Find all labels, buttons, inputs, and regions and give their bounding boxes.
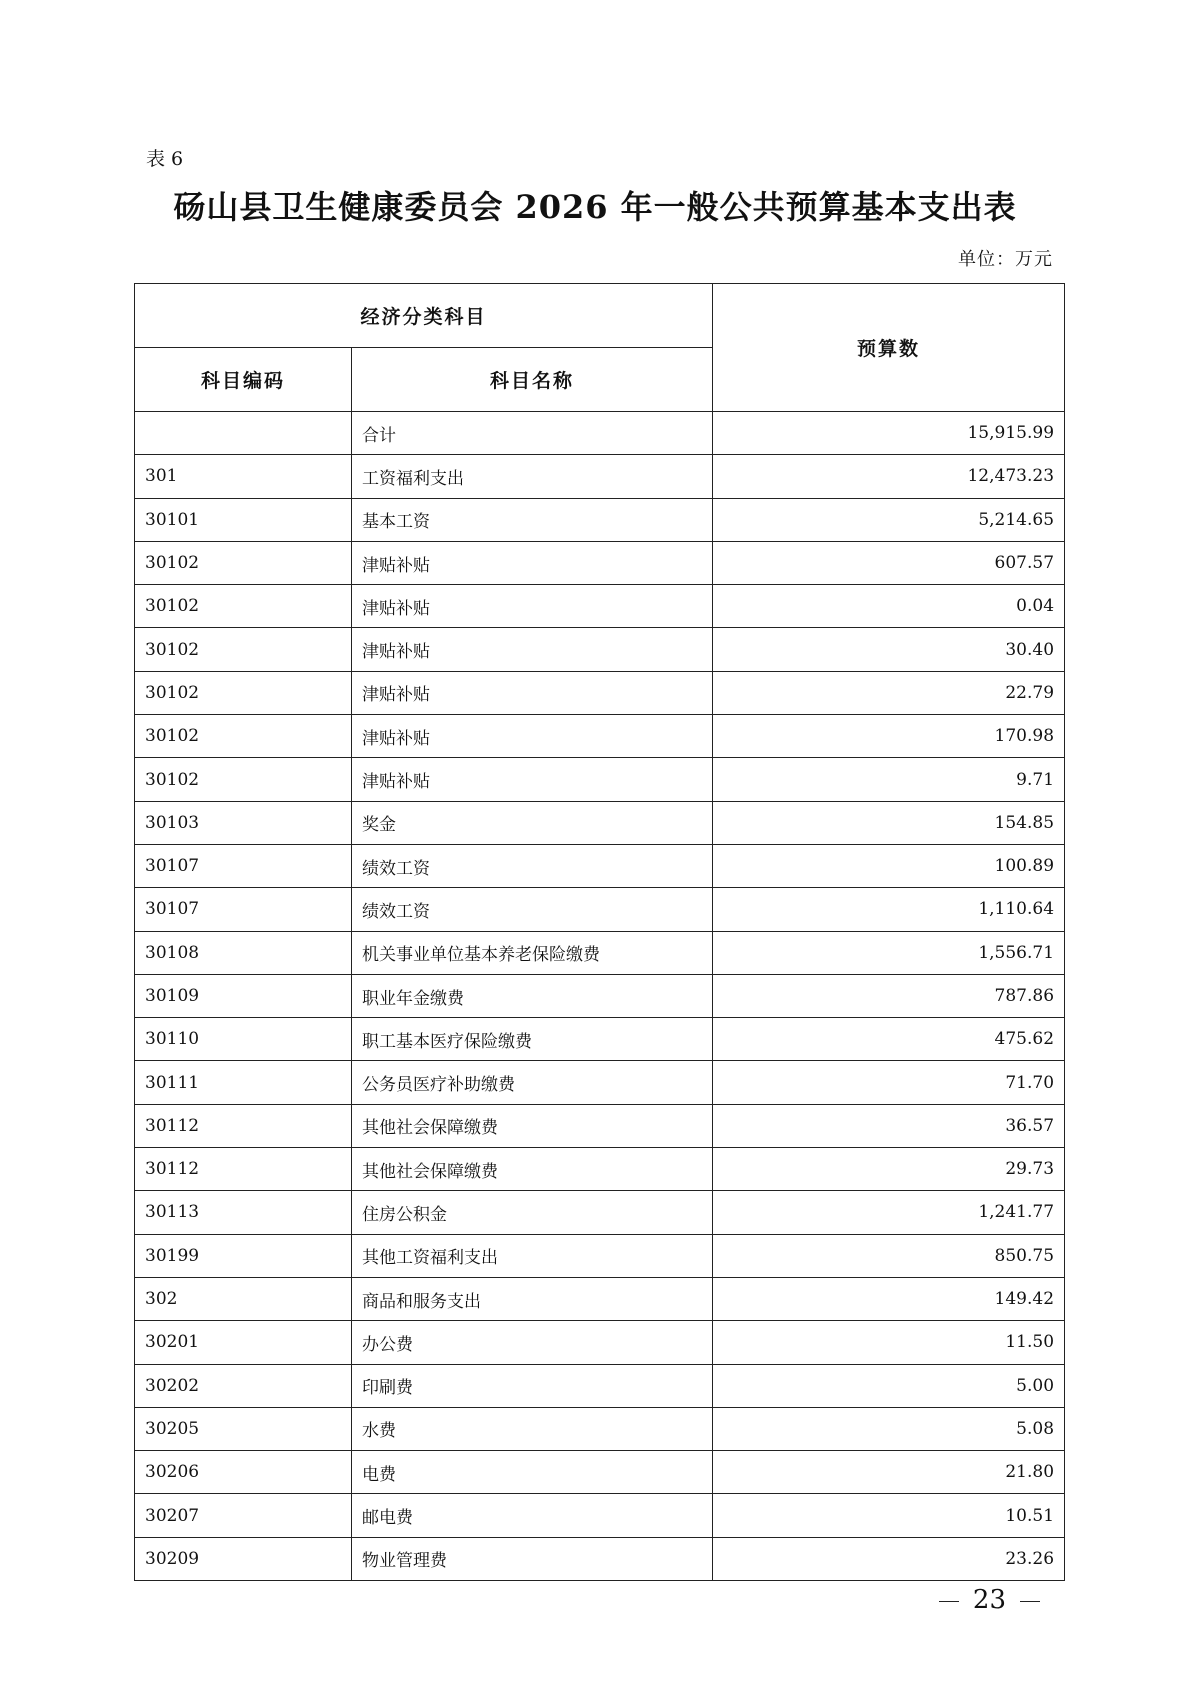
unit-label: 单位：万元 xyxy=(958,249,1053,270)
table-row xyxy=(135,1451,1065,1494)
table-row xyxy=(135,715,1065,758)
amount-cell: 9.71 xyxy=(713,758,1065,801)
table-row xyxy=(135,1364,1065,1407)
amount-cell: 607.57 xyxy=(713,541,1065,584)
table-row xyxy=(135,1277,1065,1320)
name-cell: 津贴补贴 xyxy=(352,715,713,758)
name-cell: 住房公积金 xyxy=(352,1191,713,1234)
code-cell: 30112 xyxy=(135,1148,352,1191)
amount-cell: 1,241.77 xyxy=(713,1191,1065,1234)
name-cell: 合计 xyxy=(352,412,713,455)
table-row xyxy=(135,541,1065,584)
name-cell: 工资福利支出 xyxy=(352,455,713,498)
code-cell: 30206 xyxy=(135,1451,352,1494)
table-row xyxy=(135,844,1065,887)
amount-cell: 5.08 xyxy=(713,1407,1065,1450)
table-label: 表 6 xyxy=(146,148,184,170)
table-row xyxy=(135,888,1065,931)
amount-cell: 30.40 xyxy=(713,628,1065,671)
code-cell: 30112 xyxy=(135,1104,352,1147)
name-cell: 电费 xyxy=(352,1451,713,1494)
amount-cell: 850.75 xyxy=(713,1234,1065,1277)
table-row xyxy=(135,628,1065,671)
name-cell: 职工基本医疗保险缴费 xyxy=(352,1018,713,1061)
code-cell: 302 xyxy=(135,1277,352,1320)
code-cell: 30110 xyxy=(135,1018,352,1061)
code-cell: 301 xyxy=(135,455,352,498)
code-cell: 30102 xyxy=(135,758,352,801)
code-cell: 30207 xyxy=(135,1494,352,1537)
table-body xyxy=(135,412,1065,1581)
code-cell: 30107 xyxy=(135,888,352,931)
amount-cell: 1,556.71 xyxy=(713,931,1065,974)
table-row xyxy=(135,585,1065,628)
amount-cell: 1,110.64 xyxy=(713,888,1065,931)
amount-cell: 0.04 xyxy=(713,585,1065,628)
column-header-amount: 预算数 xyxy=(713,284,1065,412)
table-row xyxy=(135,1104,1065,1147)
table-row xyxy=(135,931,1065,974)
amount-cell: 11.50 xyxy=(713,1321,1065,1364)
code-cell: 30103 xyxy=(135,801,352,844)
amount-cell: 71.70 xyxy=(713,1061,1065,1104)
name-cell: 津贴补贴 xyxy=(352,758,713,801)
amount-cell: 21.80 xyxy=(713,1451,1065,1494)
amount-cell: 29.73 xyxy=(713,1148,1065,1191)
code-cell: 30102 xyxy=(135,628,352,671)
amount-cell: 15,915.99 xyxy=(713,412,1065,455)
amount-cell: 100.89 xyxy=(713,844,1065,887)
name-cell: 印刷费 xyxy=(352,1364,713,1407)
table-row xyxy=(135,1321,1065,1364)
code-cell: 30102 xyxy=(135,585,352,628)
table-row xyxy=(135,1018,1065,1061)
name-cell: 机关事业单位基本养老保险缴费 xyxy=(352,931,713,974)
amount-cell: 12,473.23 xyxy=(713,455,1065,498)
code-cell: 30102 xyxy=(135,715,352,758)
name-cell: 邮电费 xyxy=(352,1494,713,1537)
table-row xyxy=(135,758,1065,801)
amount-cell: 149.42 xyxy=(713,1277,1065,1320)
table-row xyxy=(135,1494,1065,1537)
amount-cell: 23.26 xyxy=(713,1537,1065,1580)
name-cell: 职业年金缴费 xyxy=(352,974,713,1017)
amount-cell: 10.51 xyxy=(713,1494,1065,1537)
table-row xyxy=(135,671,1065,714)
code-cell: 30109 xyxy=(135,974,352,1017)
code-cell: 30113 xyxy=(135,1191,352,1234)
amount-cell: 154.85 xyxy=(713,801,1065,844)
code-cell: 30199 xyxy=(135,1234,352,1277)
table-row xyxy=(135,1407,1065,1450)
table-row xyxy=(135,412,1065,455)
table-row xyxy=(135,1234,1065,1277)
table-row xyxy=(135,1148,1065,1191)
dash-right xyxy=(1020,1601,1040,1602)
name-cell: 公务员医疗补助缴费 xyxy=(352,1061,713,1104)
document-title: 砀山县卫生健康委员会 2026 年一般公共预算基本支出表 xyxy=(173,188,1017,226)
name-cell: 商品和服务支出 xyxy=(352,1277,713,1320)
budget-table xyxy=(134,283,1065,1581)
code-cell: 30209 xyxy=(135,1537,352,1580)
code-cell: 30102 xyxy=(135,671,352,714)
code-cell: 30101 xyxy=(135,498,352,541)
code-cell: 30102 xyxy=(135,541,352,584)
code-cell: 30202 xyxy=(135,1364,352,1407)
amount-cell: 170.98 xyxy=(713,715,1065,758)
name-cell: 津贴补贴 xyxy=(352,628,713,671)
code-cell: 30111 xyxy=(135,1061,352,1104)
name-cell: 津贴补贴 xyxy=(352,585,713,628)
amount-cell: 5.00 xyxy=(713,1364,1065,1407)
name-cell: 其他工资福利支出 xyxy=(352,1234,713,1277)
name-cell: 绩效工资 xyxy=(352,844,713,887)
amount-cell: 36.57 xyxy=(713,1104,1065,1147)
table-row xyxy=(135,801,1065,844)
column-header-code: 科目编码 xyxy=(135,348,352,412)
name-cell: 水费 xyxy=(352,1407,713,1450)
amount-cell: 22.79 xyxy=(713,671,1065,714)
code-cell: 30108 xyxy=(135,931,352,974)
name-cell: 津贴补贴 xyxy=(352,541,713,584)
name-cell: 奖金 xyxy=(352,801,713,844)
table-row xyxy=(135,1061,1065,1104)
name-cell: 办公费 xyxy=(352,1321,713,1364)
amount-cell: 5,214.65 xyxy=(713,498,1065,541)
table-row xyxy=(135,1191,1065,1234)
name-cell: 基本工资 xyxy=(352,498,713,541)
name-cell: 津贴补贴 xyxy=(352,671,713,714)
dash-left xyxy=(939,1601,959,1602)
name-cell: 其他社会保障缴费 xyxy=(352,1104,713,1147)
table-row xyxy=(135,1537,1065,1580)
table-row xyxy=(135,498,1065,541)
code-cell: 30107 xyxy=(135,844,352,887)
page-number: 23 xyxy=(972,1585,1006,1615)
amount-cell: 787.86 xyxy=(713,974,1065,1017)
group-header-economic-classification: 经济分类科目 xyxy=(135,284,713,348)
table-row xyxy=(135,455,1065,498)
code-cell: 30205 xyxy=(135,1407,352,1450)
code-cell: 30201 xyxy=(135,1321,352,1364)
table-row xyxy=(135,974,1065,1017)
name-cell: 物业管理费 xyxy=(352,1537,713,1580)
column-header-name: 科目名称 xyxy=(352,348,713,412)
name-cell: 其他社会保障缴费 xyxy=(352,1148,713,1191)
name-cell: 绩效工资 xyxy=(352,888,713,931)
code-cell xyxy=(135,412,352,455)
amount-cell: 475.62 xyxy=(713,1018,1065,1061)
